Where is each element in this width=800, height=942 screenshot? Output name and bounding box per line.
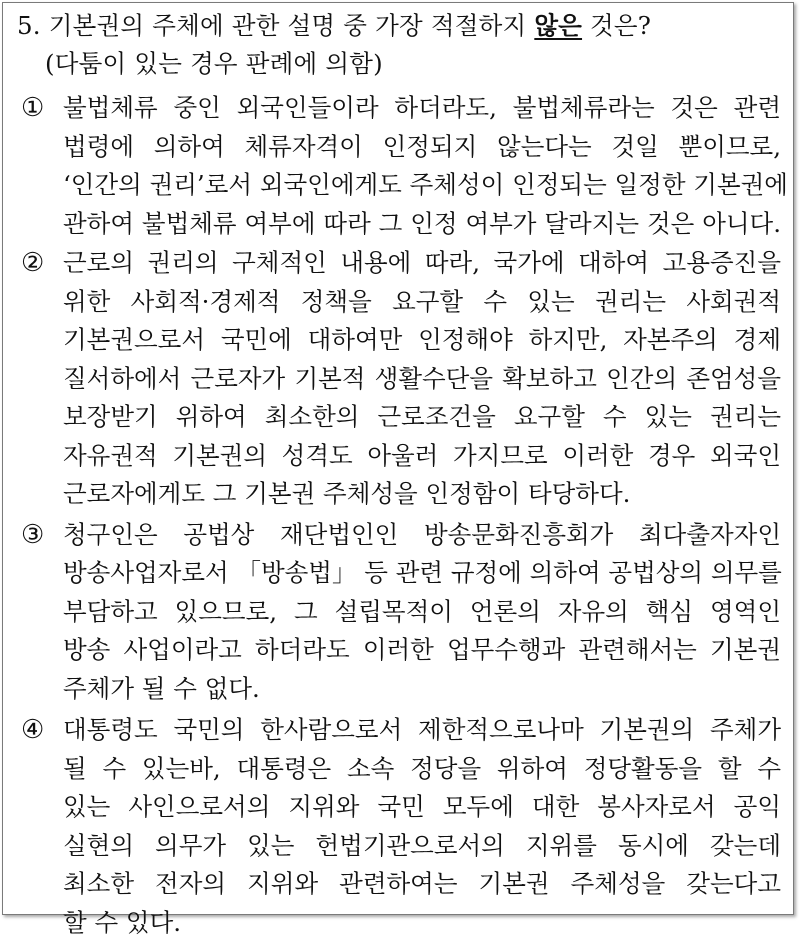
answer-options bbox=[21, 89, 781, 942]
option-line: 할 수 있다. bbox=[63, 904, 781, 942]
question-title bbox=[17, 7, 787, 45]
option-line: 방송 사업이라고 하더라도 이러한 업무수행과 관련해서는 기본권 bbox=[63, 631, 781, 670]
option-line: 불법체류 중인 외국인들이라 하더라도, 불법체류라는 것은 관련 bbox=[63, 89, 781, 128]
option-line: 질서하에서 근로자가 기본적 생활수단을 확보하고 인간의 존엄성을 bbox=[63, 360, 781, 399]
option-line: 청구인은 공법상 재단법인인 방송문화진흥회가 최다출자자인 bbox=[63, 516, 781, 555]
option-marker: ② bbox=[21, 244, 57, 283]
question-header bbox=[17, 7, 787, 83]
option-line: 보장받기 위하여 최소한의 근로조건을 요구할 수 있는 권리는 bbox=[63, 398, 781, 437]
option-line: ‘인간의 권리’로서 외국인에게도 주체성이 인정되는 일정한 기본권에 bbox=[63, 166, 781, 205]
option-line: 근로의 권리의 구체적인 내용에 따라, 국가에 대하여 고용증진을 bbox=[63, 244, 781, 283]
question-title-end: 것은? bbox=[582, 11, 651, 40]
option-line: 주체가 될 수 없다. bbox=[63, 670, 781, 709]
option-line: 기본권으로서 국민에 대하여만 인정해야 하지만, 자본주의 경제 bbox=[63, 321, 781, 360]
option-line: 부담하고 있으므로, 그 설립목적이 언론의 자유의 핵심 영역인 bbox=[63, 593, 781, 632]
answer-option-3[interactable] bbox=[21, 516, 781, 709]
question-title-emphasis: 않은 bbox=[534, 11, 582, 40]
option-line: 될 수 있는바, 대통령은 소속 정당을 위하여 정당활동을 할 수 bbox=[63, 750, 781, 789]
option-line: 방송사업자로서 「방송법」 등 관련 규정에 의하여 공법상의 의무를 bbox=[63, 554, 781, 593]
option-line: 법령에 의하여 체류자격이 인정되지 않는다는 것일 뿐이므로, bbox=[63, 128, 781, 167]
question-title-text: 기본권의 주체에 관한 설명 중 가장 적절하지 bbox=[49, 11, 535, 40]
option-line: 근로자에게도 그 기본권 주체성을 인정함이 타당하다. bbox=[63, 475, 781, 514]
answer-option-1[interactable] bbox=[21, 89, 781, 243]
answer-option-4[interactable] bbox=[21, 711, 781, 942]
question-note: (다툼이 있는 경우 판례에 의함) bbox=[17, 45, 787, 83]
option-marker: ③ bbox=[21, 516, 57, 555]
option-line: 있는 사인으로서의 지위와 국민 모두에 대한 봉사자로서 공익 bbox=[63, 788, 781, 827]
option-line: 대통령도 국민의 한사람으로서 제한적으로나마 기본권의 주체가 bbox=[63, 711, 781, 750]
option-line: 자유권적 기본권의 성격도 아울러 가지므로 이러한 경우 외국인 bbox=[63, 437, 781, 476]
question-card bbox=[2, 2, 794, 915]
option-marker: ④ bbox=[21, 711, 57, 750]
answer-option-2[interactable] bbox=[21, 244, 781, 514]
option-line: 최소한 전자의 지위와 관련하여는 기본권 주체성을 갖는다고 bbox=[63, 865, 781, 904]
option-marker: ① bbox=[21, 89, 57, 128]
option-line: 위한 사회적·경제적 정책을 요구할 수 있는 권리는 사회권적 bbox=[63, 283, 781, 322]
option-line: 관하여 불법체류 여부에 따라 그 인정 여부가 달라지는 것은 아니다. bbox=[63, 205, 781, 244]
question-number: 5. bbox=[17, 11, 41, 40]
option-line: 실현의 의무가 있는 헌법기관으로서의 지위를 동시에 갖는데 bbox=[63, 827, 781, 866]
